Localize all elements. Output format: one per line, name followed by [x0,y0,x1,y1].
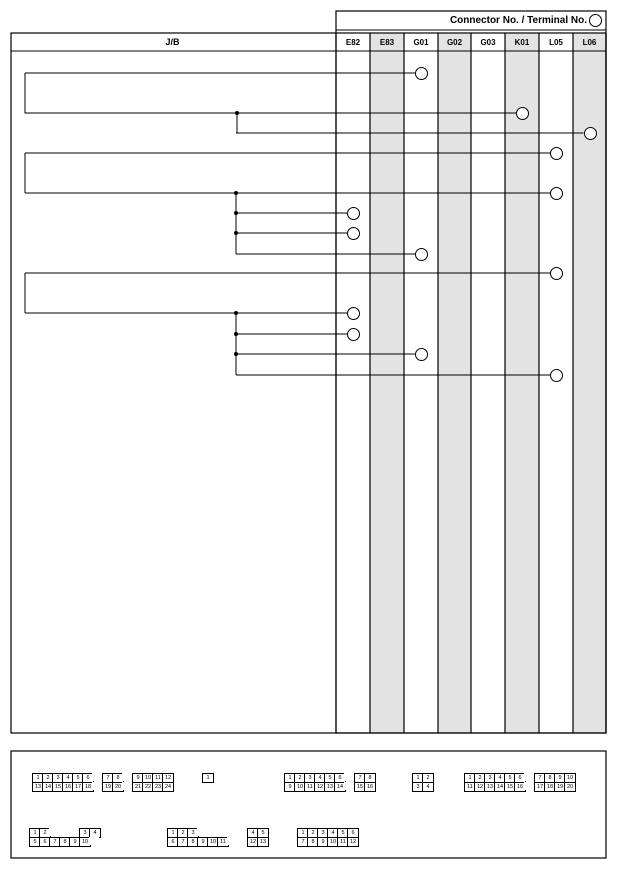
terminal-cell [207,828,217,836]
terminal-cell [344,773,354,781]
terminal-cell [237,828,247,836]
terminal-cell: 6 [82,773,94,783]
connector-face-g01 [284,773,374,791]
terminal-cell: 13 [32,782,44,792]
terminal-cell: 10 [564,773,576,783]
terminal-cell [89,837,99,845]
terminal-cell: 12 [474,782,486,792]
terminal-pin-e82 [347,307,360,320]
terminal-circle-icon [589,14,602,27]
terminal-cell: 7 [177,837,189,847]
terminal-cell [49,828,59,836]
terminal-cell [59,828,69,836]
terminal-cell: 10 [207,837,219,847]
terminal-cell: 19 [554,782,566,792]
terminal-cell: 9 [132,773,144,783]
junction-dot [234,211,238,215]
terminal-cell: 2 [294,773,306,783]
terminal-cell: 17 [72,782,84,792]
terminal-cell [217,828,227,836]
terminal-cell: 12 [347,837,359,847]
terminal-cell: 1 [412,773,424,783]
terminal-cell: 5 [257,828,269,838]
terminal-pin-e82 [347,207,360,220]
terminal-cell: 9 [69,837,81,847]
terminal-cell: 7 [354,773,366,783]
terminal-cell: 8 [112,773,124,783]
terminal-cell [227,837,237,845]
terminal-cell: 10 [327,837,339,847]
terminal-cell: 5 [504,773,516,783]
terminal-cell [227,828,237,836]
terminal-cell [122,773,132,781]
terminal-cell: 20 [112,782,124,792]
terminal-pin-l05 [550,147,563,160]
connector-face-g03 [464,773,574,791]
terminal-cell: 2 [307,828,319,838]
terminal-cell: 11 [464,782,476,792]
terminal-cell: 16 [364,782,376,792]
terminal-cell: 13 [484,782,496,792]
column-header-l05: L05 [549,37,563,47]
terminal-cell [92,782,102,790]
terminal-cell: 1 [297,828,309,838]
terminal-cell [344,782,354,790]
terminal-cell: 11 [152,773,164,783]
connector-face-k01 [29,828,99,846]
terminal-cell: 12 [247,837,259,847]
terminal-cell: 1 [202,773,214,783]
terminal-cell: 2 [42,773,54,783]
terminal-cell: 1 [32,773,44,783]
terminal-cell: 6 [167,837,179,847]
terminal-cell: 9 [554,773,566,783]
terminal-cell: 15 [52,782,64,792]
terminal-cell: 15 [354,782,366,792]
terminal-cell: 18 [544,782,556,792]
terminal-cell: 3 [187,828,199,838]
terminal-cell: 12 [162,773,174,783]
terminal-cell: 1 [29,828,41,838]
terminal-cell: 14 [334,782,346,792]
terminal-cell: 10 [142,773,154,783]
terminal-cell [524,773,534,781]
connector-face-l06 [297,828,357,846]
terminal-cell: 1 [284,773,296,783]
terminal-pin-l05 [550,187,563,200]
column-header-g03: G03 [480,37,496,47]
connector-header-label: Connector No. / Terminal No. [449,15,587,26]
terminal-pin-g01 [415,248,428,261]
column-header-e82: E82 [345,37,361,47]
terminal-cell: 21 [132,782,144,792]
terminal-cell [524,782,534,790]
terminal-cell: 19 [102,782,114,792]
terminal-cell [197,828,207,836]
junction-dot [234,332,238,336]
terminal-cell: 10 [79,837,91,847]
terminal-cell: 4 [422,782,434,792]
terminal-cell: 5 [324,773,336,783]
terminal-cell: 18 [82,782,94,792]
terminal-cell: 4 [494,773,506,783]
column-header-l06: L06 [582,37,597,47]
terminal-pin-l06 [584,127,597,140]
junction-dot [234,352,238,356]
terminal-cell: 2 [177,828,189,838]
terminal-cell: 5 [29,837,41,847]
column-header-g01: G01 [413,37,429,47]
terminal-cell: 8 [364,773,376,783]
terminal-cell [69,828,79,836]
terminal-pin-k01 [516,107,529,120]
terminal-cell [92,773,102,781]
terminal-cell: 3 [52,773,64,783]
connector-face-e83 [202,773,212,782]
terminal-cell: 16 [514,782,526,792]
terminal-cell [122,782,132,790]
terminal-cell: 4 [62,773,74,783]
terminal-cell: 4 [327,828,339,838]
terminal-cell: 6 [334,773,346,783]
connector-header [336,11,606,30]
terminal-cell: 9 [197,837,209,847]
terminal-cell: 10 [294,782,306,792]
terminal-cell: 3 [317,828,329,838]
terminal-cell: 8 [544,773,556,783]
terminal-cell: 6 [514,773,526,783]
terminal-cell: 17 [534,782,546,792]
terminal-cell: 14 [494,782,506,792]
terminal-pin-e82 [347,227,360,240]
terminal-cell: 7 [297,837,309,847]
terminal-cell: 15 [504,782,516,792]
terminal-cell: 8 [307,837,319,847]
connector-face-e82 [32,773,172,791]
terminal-cell: 23 [152,782,164,792]
terminal-cell: 22 [142,782,154,792]
column-header-k01: K01 [514,37,530,47]
terminal-cell: 7 [49,837,61,847]
terminal-cell: 5 [337,828,349,838]
terminal-cell: 5 [72,773,84,783]
terminal-pin-g01 [415,67,428,80]
terminal-cell: 4 [247,828,259,838]
terminal-pin-e82 [347,328,360,341]
connector-face-g02 [412,773,432,791]
junction-dot [234,231,238,235]
terminal-cell: 12 [314,782,326,792]
table-grid [11,11,606,858]
wires [25,73,584,375]
terminal-cell: 9 [284,782,296,792]
junction-dot [234,311,238,315]
terminal-cell: 7 [102,773,114,783]
terminal-cell: 14 [42,782,54,792]
terminal-cell: 2 [422,773,434,783]
connector-face-l05 [167,828,267,846]
loop-bcm-dome [25,73,237,113]
shaded-column [370,33,404,733]
terminal-cell: 6 [347,828,359,838]
terminal-cell: 2 [474,773,486,783]
terminal-cell: 11 [337,837,349,847]
jb-header: J/B [165,37,180,47]
column-header-e83: E83 [379,37,395,47]
terminal-cell: 11 [304,782,316,792]
terminal-cell: 6 [39,837,51,847]
terminal-cell: 9 [317,837,329,847]
terminal-cell: 16 [62,782,74,792]
terminal-cell: 3 [484,773,496,783]
terminal-cell: 8 [187,837,199,847]
terminal-cell: 1 [464,773,476,783]
junction-dot [235,111,239,115]
terminal-cell: 3 [79,828,91,838]
terminal-cell: 13 [257,837,269,847]
terminal-cell: 7 [534,773,546,783]
junction-dot [234,191,238,195]
terminal-cell: 24 [162,782,174,792]
terminal-pin-l05 [550,369,563,382]
shaded-column [505,33,539,733]
terminal-pin-g01 [415,348,428,361]
terminal-cell: 8 [59,837,71,847]
terminal-cell: 3 [412,782,424,792]
terminal-cell: 11 [217,837,229,847]
terminal-pin-l05 [550,267,563,280]
column-header-g02: G02 [446,37,463,47]
terminal-cell: 13 [324,782,336,792]
terminal-cell: 20 [564,782,576,792]
terminal-cell [237,837,247,845]
terminal-cell: 3 [304,773,316,783]
terminal-cell: 1 [167,828,179,838]
terminal-cell: 4 [89,828,101,838]
shaded-column [438,33,471,733]
terminal-cell: 4 [314,773,326,783]
terminal-cell: 2 [39,828,51,838]
